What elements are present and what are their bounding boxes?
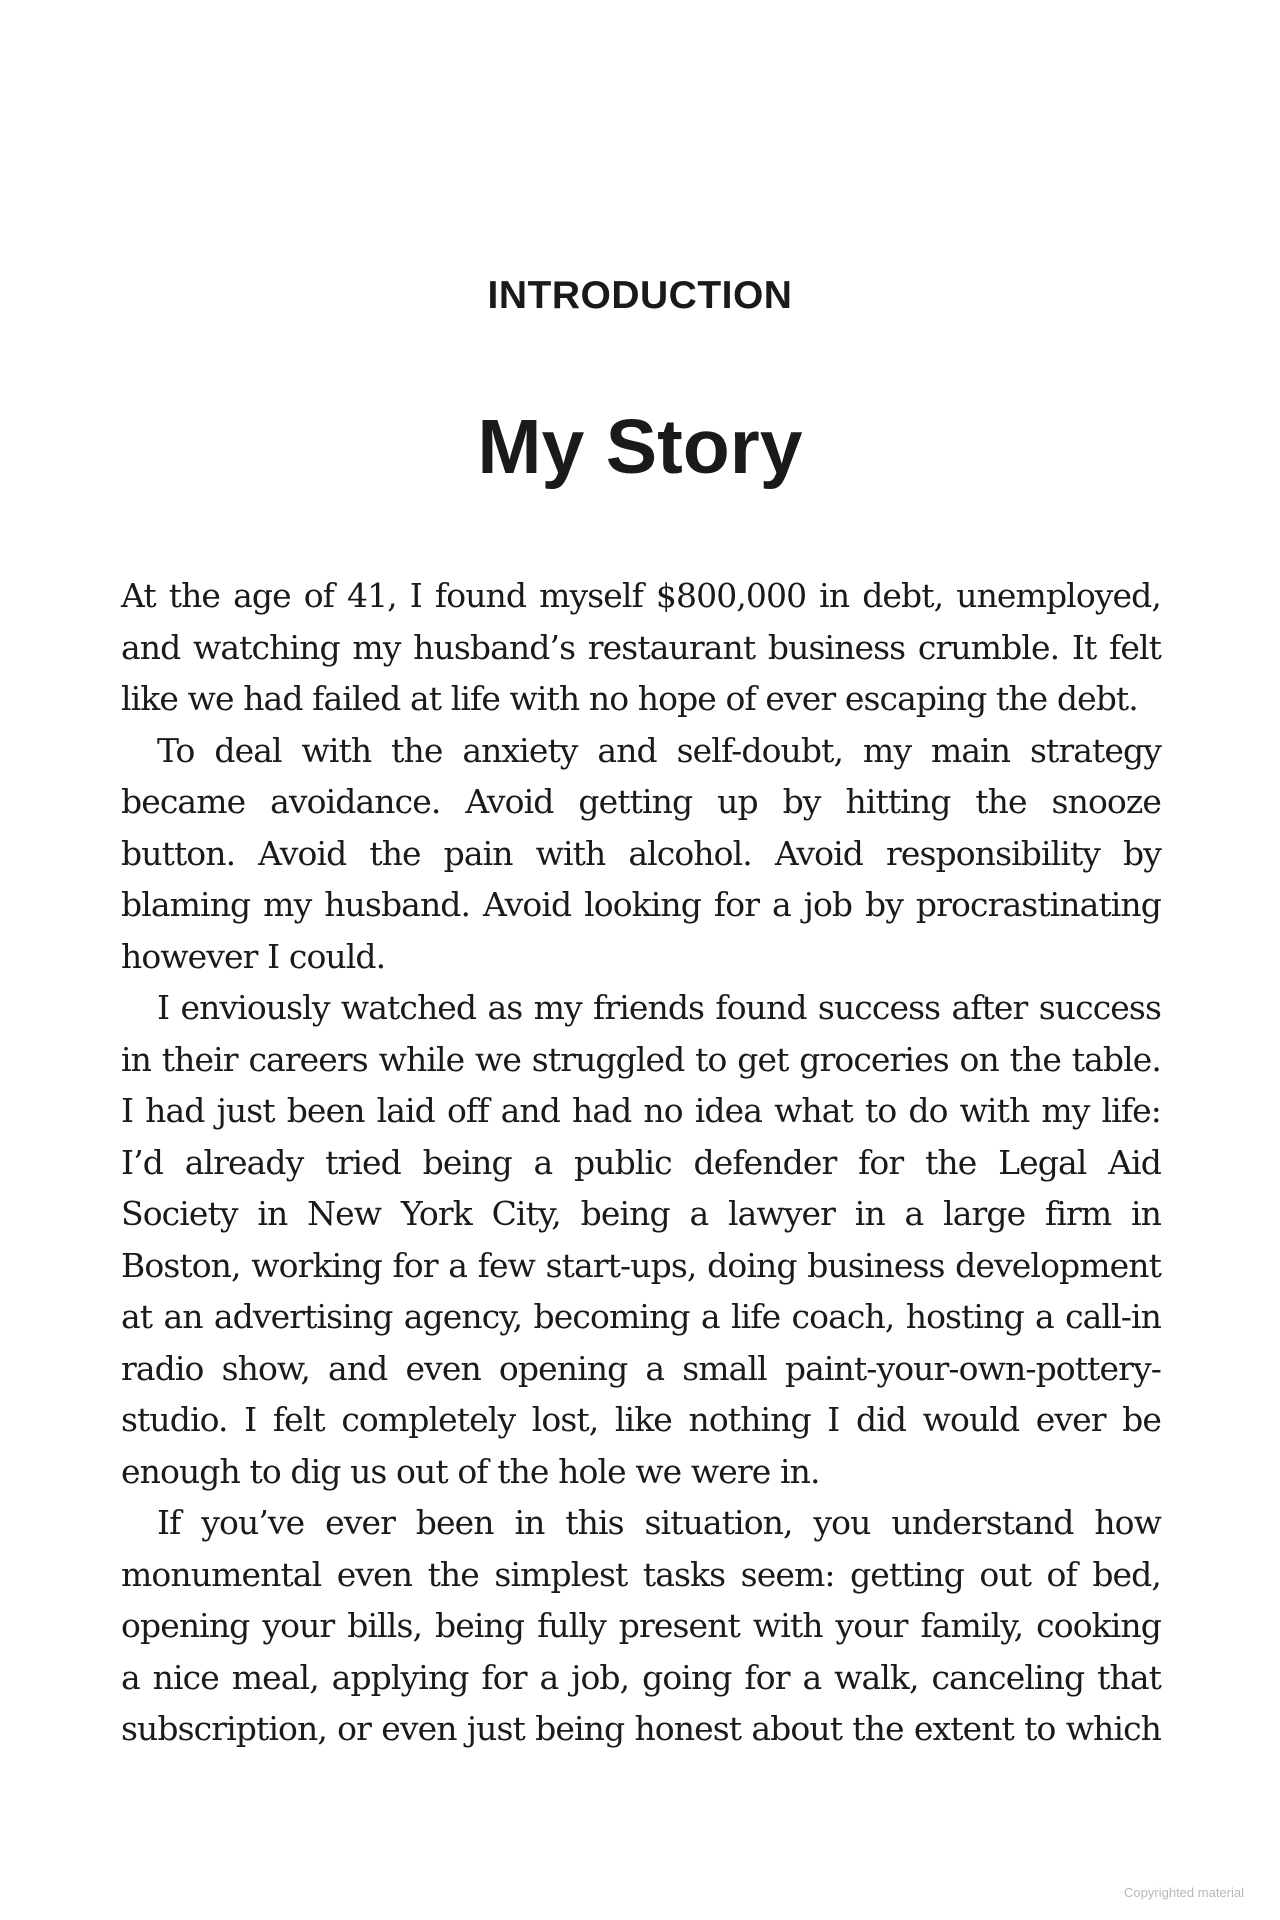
- text-line: I’d already tried being a public defender for the Legal Aid: [121, 1142, 1161, 1182]
- text-line: Society in New York City, being a lawyer in a large firm in: [121, 1194, 1161, 1233]
- paragraph: [121, 982, 1161, 1497]
- text-line: like we had failed at life with no hope of ever escaping the debt.: [121, 679, 1138, 718]
- text-line: in their careers while we struggled to get groceries on the table.: [121, 1039, 1161, 1079]
- text-line: I enviously watched as my friends found success after success: [157, 988, 1161, 1027]
- text-line: subscription, or even just being honest about the extent to which: [121, 1709, 1161, 1748]
- paragraph: [121, 570, 1161, 725]
- text-line: a nice meal, applying for a job, going for a walk, canceling that: [121, 1657, 1161, 1697]
- body-text: [121, 570, 1161, 1755]
- paragraph: [121, 725, 1161, 983]
- chapter-title: My Story: [477, 404, 803, 490]
- text-line: I had just been laid off and had no idea what to do with my life:: [121, 1091, 1161, 1130]
- paragraph: [121, 1497, 1161, 1755]
- text-line: opening your bills, being fully present with your family, cooking: [121, 1606, 1161, 1645]
- chapter-label: INTRODUCTION: [487, 274, 793, 317]
- text-line: enough to dig us out of the hole we were in.: [121, 1451, 820, 1491]
- text-line: monumental even the simplest tasks seem: getting out of bed,: [121, 1554, 1161, 1594]
- text-line: radio show, and even opening a small paint-your-own-pottery-: [121, 1348, 1161, 1388]
- text-line: studio. I felt completely lost, like nothing I did would ever be: [121, 1400, 1161, 1439]
- text-line: at an advertising agency, becoming a life coach, hosting a call-in: [121, 1297, 1161, 1336]
- text-line: however I could.: [121, 936, 386, 976]
- text-line: blaming my husband. Avoid looking for a job by procrastinating: [121, 885, 1161, 924]
- text-line: To deal with the anxiety and self-doubt, my main strategy: [157, 730, 1161, 770]
- text-line: If you’ve ever been in this situation, you understand how: [157, 1503, 1161, 1542]
- text-line: At the age of 41, I found myself $800,000 in debt, unemployed,: [121, 576, 1161, 615]
- text-line: and watching my husband’s restaurant business crumble. It felt: [121, 627, 1161, 667]
- text-line: Boston, working for a few start-ups, doing business development: [121, 1245, 1161, 1285]
- text-line: button. Avoid the pain with alcohol. Avoid responsibility by: [121, 833, 1161, 873]
- text-line: became avoidance. Avoid getting up by hitting the snooze: [121, 782, 1161, 821]
- copyright-notice: Copyrighted material: [1124, 1885, 1244, 1900]
